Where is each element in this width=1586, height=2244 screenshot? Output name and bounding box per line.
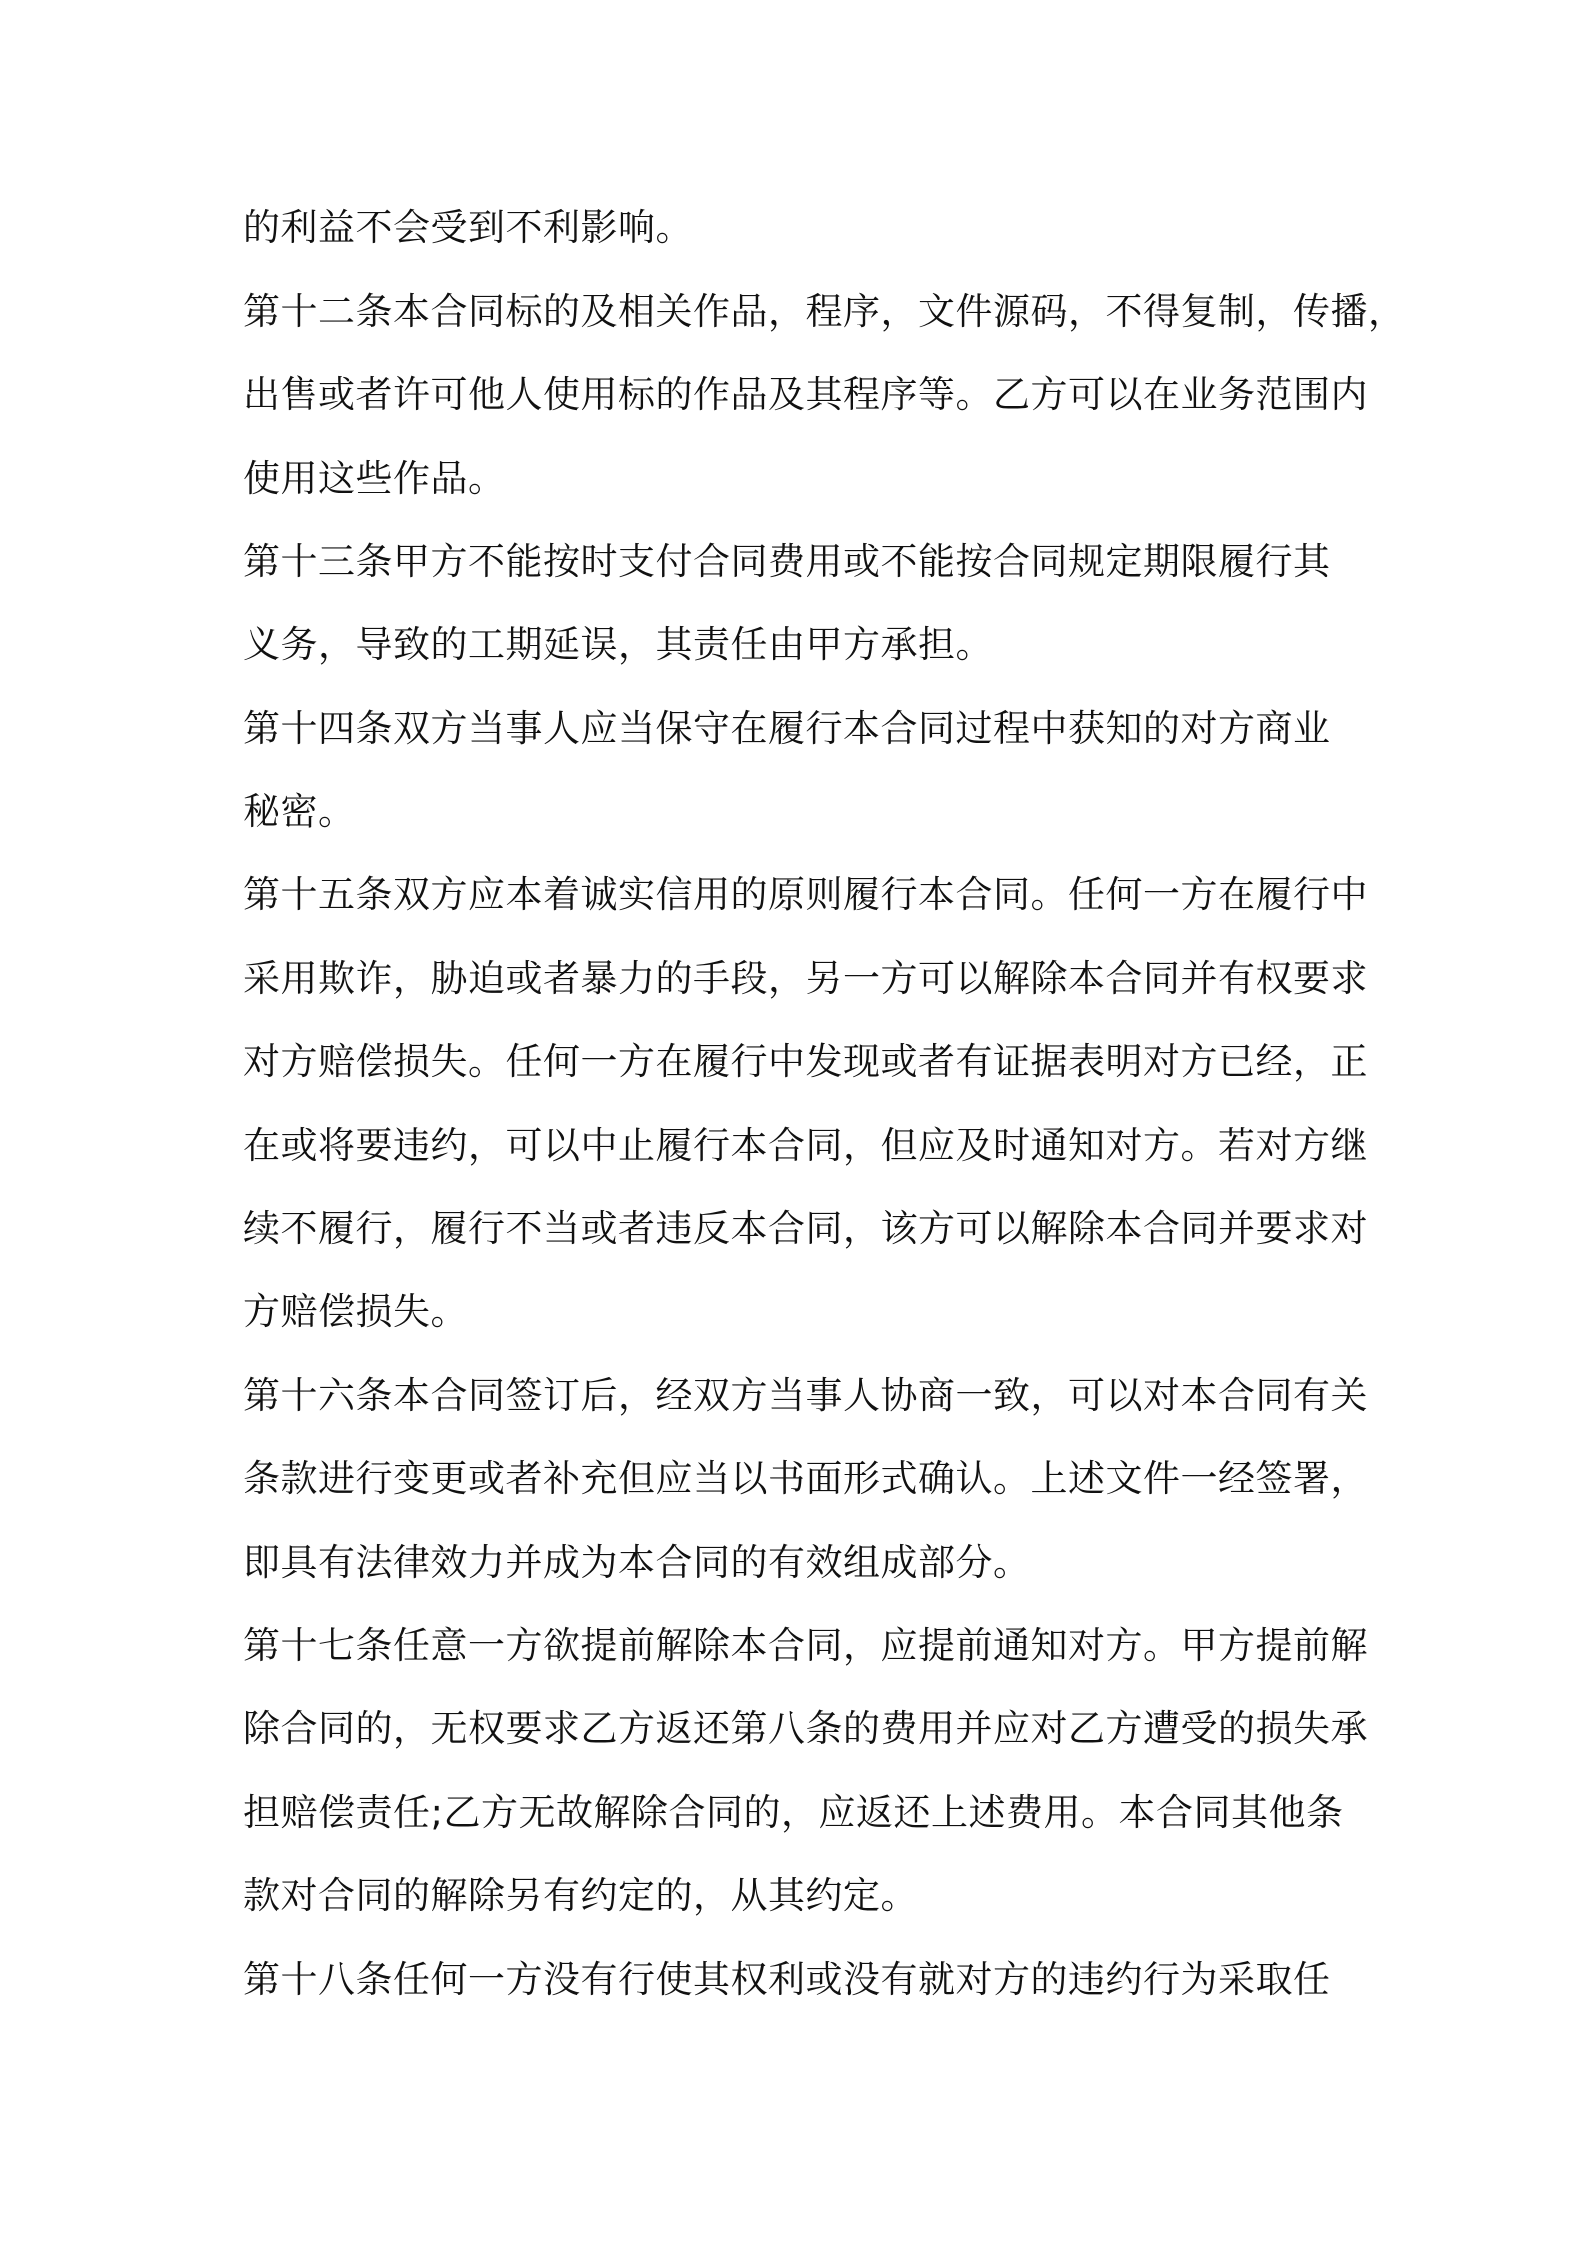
text-line: 第十六条本合同签订后，经双方当事人协商一致，可以对本合同有关 (243, 1374, 1368, 1417)
text-line: 款对合同的解除另有约定的，从其约定。 (243, 1874, 918, 1917)
text-line: 使用这些作品。 (243, 457, 506, 500)
text-line: 第十八条任何一方没有行使其权利或没有就对方的违约行为采取任 (243, 1958, 1331, 2001)
text-line: 条款进行变更或者补充但应当以书面形式确认。上述文件一经签署， (243, 1457, 1368, 1500)
text-line: 义务，导致的工期延误，其责任由甲方承担。 (243, 623, 993, 666)
text-line: 出售或者许可他人使用标的作品及其程序等。乙方可以在业务范围内 (243, 373, 1368, 416)
text-line: 采用欺诈，胁迫或者暴力的手段，另一方可以解除本合同并有权要求 (243, 957, 1368, 1000)
text-line: 方赔偿损失。 (243, 1290, 468, 1333)
text-line: 的利益不会受到不利影响。 (243, 206, 693, 249)
text-line: 秘密。 (243, 790, 356, 833)
text-line: 第十五条双方应本着诚实信用的原则履行本合同。任何一方在履行中 (243, 873, 1368, 916)
text-line: 对方赔偿损失。任何一方在履行中发现或者有证据表明对方已经，正 (243, 1040, 1368, 1083)
text-line: 担赔偿责任;乙方无故解除合同的，应返还上述费用。本合同其他条 (243, 1791, 1344, 1834)
text-line: 第十二条本合同标的及相关作品，程序，文件源码，不得复制，传播， (243, 290, 1406, 333)
text-line: 第十七条任意一方欲提前解除本合同，应提前通知对方。甲方提前解 (243, 1624, 1368, 1667)
text-line: 第十三条甲方不能按时支付合同费用或不能按合同规定期限履行其 (243, 540, 1331, 583)
text-line: 续不履行，履行不当或者违反本合同，该方可以解除本合同并要求对 (243, 1207, 1368, 1250)
text-line: 在或将要违约，可以中止履行本合同，但应及时通知对方。若对方继 (243, 1124, 1368, 1167)
text-line: 除合同的，无权要求乙方返还第八条的费用并应对乙方遭受的损失承 (243, 1707, 1368, 1750)
text-line: 即具有法律效力并成为本合同的有效组成部分。 (243, 1541, 1031, 1584)
text-line: 第十四条双方当事人应当保守在履行本合同过程中获知的对方商业 (243, 707, 1331, 750)
